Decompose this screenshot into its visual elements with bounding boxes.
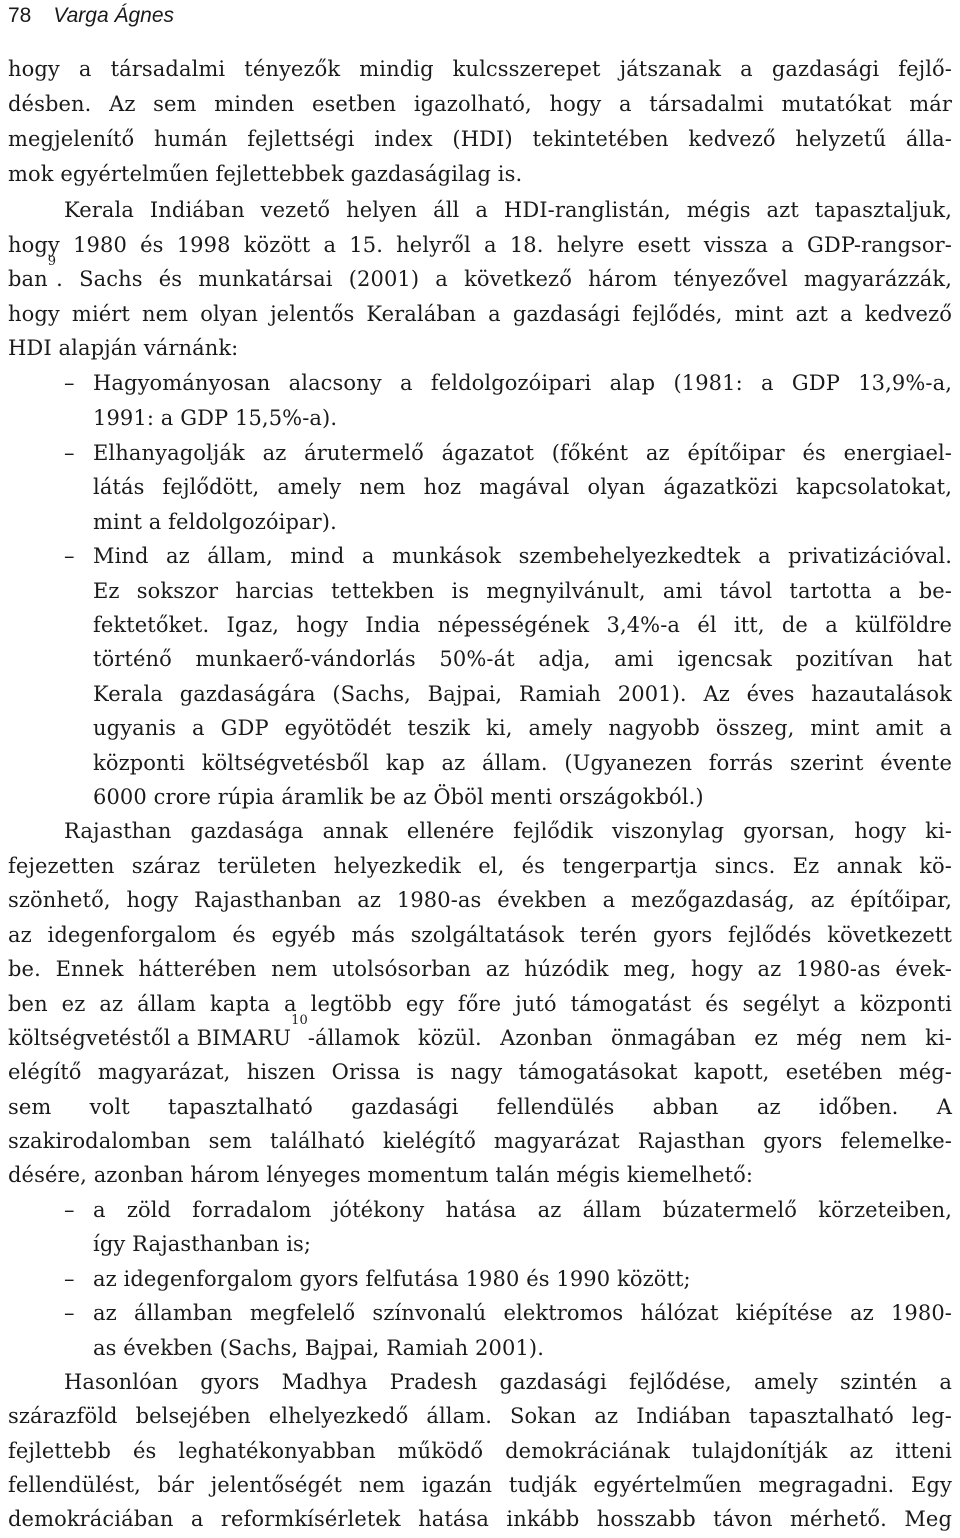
text-line: demokráciában a reformkísérletek hatása inkább hosszabb távon mérhető. Meg — [8, 1507, 952, 1531]
text-line: az idegenforgalom és egyéb más szolgáltatások terén gyors fejlődés következett — [8, 923, 952, 947]
text-line: Rajasthan gazdasága annak ellenére fejlődik viszonylag gyorsan, hogy ki- — [64, 819, 952, 843]
text-line: désben. Az sem minden esetben igazolható, hogy a társadalmi mutatókat már — [8, 92, 952, 116]
text-line: szönhető, hogy Rajasthanban az 1980-as években a mezőgazdaság, az építőipar, — [8, 888, 952, 912]
list-item: történő munkaerő-vándorlás 50%-át adja, ami igencsak pozitívan hat — [93, 647, 952, 671]
list-dash: – — [64, 1301, 75, 1325]
text-line: szárazföld belsejében elhelyezkedő állam. Sokan az Indiában tapasztalható leg- — [8, 1404, 952, 1428]
text-line: mok egyértelműen fejlettebbek gazdaságilag is. — [8, 162, 523, 186]
footnote-ref: 10 — [291, 1013, 308, 1028]
list-item: 1991: a GDP 15,5%-a). — [93, 406, 338, 430]
list-item: az idegenforgalom gyors felfutása 1980 és 1990 között; — [93, 1267, 691, 1291]
text-line: HDI alapján várnánk: — [8, 336, 239, 360]
list-dash: – — [64, 371, 75, 395]
list-item: így Rajasthanban is; — [93, 1232, 312, 1256]
text-line: Kerala Indiában vezető helyen áll a HDI-ranglistán, mégis azt tapasztaljuk, — [64, 198, 952, 222]
running-author: Varga Ágnes — [53, 4, 174, 27]
list-dash: – — [64, 441, 75, 465]
list-dash: – — [64, 544, 75, 568]
text-line: ben ez az állam kapta a legtöbb egy főre jutó támogatást és segélyt a központi — [8, 992, 952, 1016]
running-header — [8, 0, 174, 30]
text-fragment: . Sachs és munkatársai (2001) a következő három tényezővel magyarázzák, — [56, 267, 952, 291]
text-line — [8, 1013, 952, 1055]
text-line — [8, 254, 952, 296]
text-line: Hasonlóan gyors Madhya Pradesh gazdasági fejlődése, amely szintén a — [64, 1370, 952, 1394]
text-line: fellendülést, bár jelentőségét nem igazán tudják egyértelműen megragadni. Egy — [8, 1473, 952, 1497]
text-line: fejezetten száraz területen helyezkedik el, és tengerpartja sincs. Ez annak kö- — [8, 854, 952, 878]
text-line: hogy 1980 és 1998 között a 15. helyről a 18. helyre esett vissza a GDP-rangsor- — [8, 233, 952, 257]
page-number: 78 — [8, 4, 32, 27]
list-dash: – — [64, 1198, 75, 1222]
text-line: hogy miért nem olyan jelentős Keralában a gazdasági fejlődés, mint azt a kedvező — [8, 302, 952, 326]
list-item: Ez sokszor harcias tettekben is megnyilvánult, ami távol tartotta a be- — [93, 579, 952, 603]
text-line: megjelenítő humán fejlettségi index (HDI) tekintetében kedvező helyzetű álla- — [8, 127, 952, 151]
text-fragment: -államok közül. Azonban önmagában ez még nem ki- — [307, 1026, 952, 1050]
list-item: Mind az állam, mind a munkások szembehelyezkedtek a privatizációval. — [93, 544, 952, 568]
list-item: fektetőket. Igaz, hogy India népességének 3,4%-a él itt, de a külföldre — [93, 613, 952, 637]
list-dash: – — [64, 1267, 75, 1291]
text-line: hogy a társadalmi tényezők mindig kulcsszerepet játszanak a gazdasági fejlő- — [8, 57, 952, 81]
list-item: központi költségvetésből kap az állam. (Ugyanezen forrás szerint évente — [93, 751, 952, 775]
list-item: a zöld forradalom jótékony hatása az állam búzatermelő körzeteiben, — [93, 1198, 952, 1222]
list-item: mint a feldolgozóipar). — [93, 510, 337, 534]
text-fragment: költségvetéstől a BIMARU — [8, 1026, 292, 1050]
text-line: sem volt tapasztalható gazdasági fellendülés abban az időben. A — [8, 1095, 952, 1119]
list-item: látás fejlődött, amely nem hoz magával olyan ágazatközi kapcsolatokat, — [93, 475, 952, 499]
text-line: szakirodalomban sem található kielégítő magyarázat Rajasthan gyors felemelke- — [8, 1129, 952, 1153]
list-item: Elhanyagolják az árutermelő ágazatot (főként az építőipar és energiael- — [93, 441, 952, 465]
text-line: be. Ennek hátterében nem utolsósorban az húzódik meg, hogy az 1980-as évek- — [8, 957, 952, 981]
text-fragment: ban — [8, 267, 48, 291]
list-item: az államban megfelelő színvonalú elektromos hálózat kiépítése az 1980- — [93, 1301, 952, 1325]
footnote-ref: 9 — [47, 254, 57, 269]
list-item: as években (Sachs, Bajpai, Ramiah 2001). — [93, 1336, 544, 1360]
text-line: désére, azonban három lényeges momentum talán mégis kiemelhető: — [8, 1163, 754, 1187]
list-item: ugyanis a GDP egyötödét teszik ki, amely nagyobb összeg, mint amit a — [93, 716, 952, 740]
text-line: elégítő magyarázat, hiszen Orissa is nagy támogatásokat kapott, esetében még- — [8, 1060, 952, 1084]
list-item: 6000 crore rúpia áramlik be az Öböl menti országokból.) — [93, 785, 704, 809]
text-line: fejlettebb és leghatékonyabban működő demokráciának tulajdonítják az itteni — [8, 1439, 952, 1463]
list-item: Hagyományosan alacsony a feldolgozóipari alap (1981: a GDP 13,9%-a, — [93, 371, 952, 395]
list-item: Kerala gazdaságára (Sachs, Bajpai, Ramiah 2001). Az éves hazautalások — [93, 682, 952, 706]
